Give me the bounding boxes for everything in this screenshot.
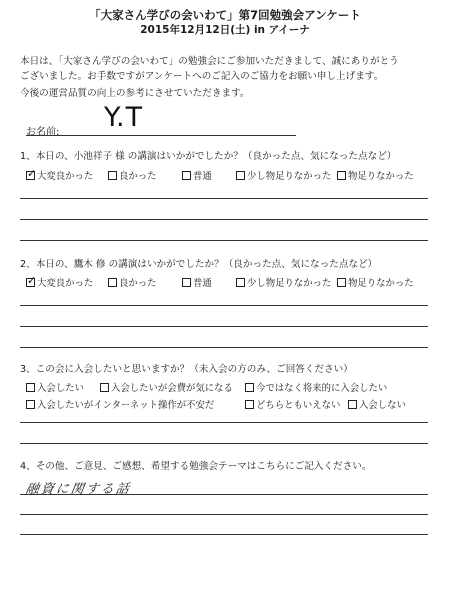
checkbox[interactable] [108,278,117,287]
answer-line [20,422,428,423]
checkbox[interactable] [26,273,37,287]
checkbox[interactable] [100,383,109,392]
checkbox[interactable] [182,278,191,287]
checkbox[interactable] [182,171,191,180]
intro-line-3: 今後の運営品質の向上の参考にさせていただきます。 [20,88,250,99]
question-2-text: 2、本日の、鷹木 修 の講演はいかがでしたか？（良かった点、気になった点など） [20,259,378,270]
check-icon: ✓ [27,166,37,180]
checkbox[interactable] [236,278,245,287]
answer-line [20,534,428,535]
q2-option-good[interactable]: 良かった [108,275,157,289]
check-icon: ✓ [27,273,37,287]
q3-option-join-fee-concern[interactable]: 入会したいが会費が気になる [100,380,233,394]
q2-option-unsatisfying[interactable]: 物足りなかった [337,275,414,289]
q1-option-unsatisfying[interactable]: 物足りなかった [337,168,414,182]
checkbox[interactable] [348,400,357,409]
checkbox[interactable] [26,400,35,409]
checkbox[interactable] [245,383,254,392]
checkbox[interactable] [236,171,245,180]
answer-line [20,347,428,348]
question-4-text: 4、その他、ご意見、ご感想、希望する勉強会テーマはこちらにご記入ください。 [20,461,372,472]
checkbox[interactable] [245,400,254,409]
q1-option-very-good[interactable]: ✓ 大変良かった [27,166,94,182]
q2-option-slightly-unsatisfying[interactable]: 少し物足りなかった [236,275,331,289]
survey-title: 「大家さん学びの会いわて」第7回勉強会アンケート [89,8,361,22]
name-value: Y.T [104,102,144,133]
checkbox[interactable] [337,278,346,287]
question-1-text: 1、本日の、小池祥子 様 の講演はいかがでしたか？（良かった点、気になった点など） [20,151,397,162]
question-3-text: 3、この会に入会したいと思いますか？（未入会の方のみ、ご回答ください） [20,364,353,375]
q1-option-good[interactable]: 良かった [108,168,157,182]
answer-line [20,326,428,327]
checkbox[interactable] [337,171,346,180]
q1-option-slightly-unsatisfying[interactable]: 少し物足りなかった [236,168,331,182]
checkbox[interactable] [108,171,117,180]
answer-line [20,240,428,241]
answer-line [20,443,428,444]
intro-line-1: 本日は、「大家さん学びの会いわて」の勉強会にご参加いただきまして、誠にありがとう [20,56,399,67]
q3-option-join-internet-concern[interactable]: 入会したいがインターネット操作が不安だ [26,397,214,411]
name-label: お名前: [26,127,60,138]
q2-option-normal[interactable]: 普通 [182,275,212,289]
answer-line [20,494,428,495]
answer-line [20,514,428,515]
q2-option-very-good[interactable]: ✓ 大変良かった [27,273,94,289]
q3-option-not-join[interactable]: 入会しない [348,397,406,411]
answer-line [20,198,428,199]
q3-option-join[interactable]: 入会したい [26,380,84,394]
survey-date-venue: 2015年12月12日(土) in アイーナ [140,24,310,36]
q3-option-join-later[interactable]: 今ではなく将来的に入会したい [245,380,387,394]
handwritten-answer: 融資に関する話 [24,482,132,497]
q3-option-undecided[interactable]: どちらともいえない [245,397,340,411]
q1-option-normal[interactable]: 普通 [182,168,212,182]
answer-line [20,219,428,220]
name-underline [26,135,296,136]
checkbox[interactable] [26,383,35,392]
intro-line-2: ございました。お手数ですがアンケートへのご記入のご協力をお願い申し上げます。 [20,71,384,82]
checkbox[interactable] [26,166,37,180]
answer-line [20,305,428,306]
